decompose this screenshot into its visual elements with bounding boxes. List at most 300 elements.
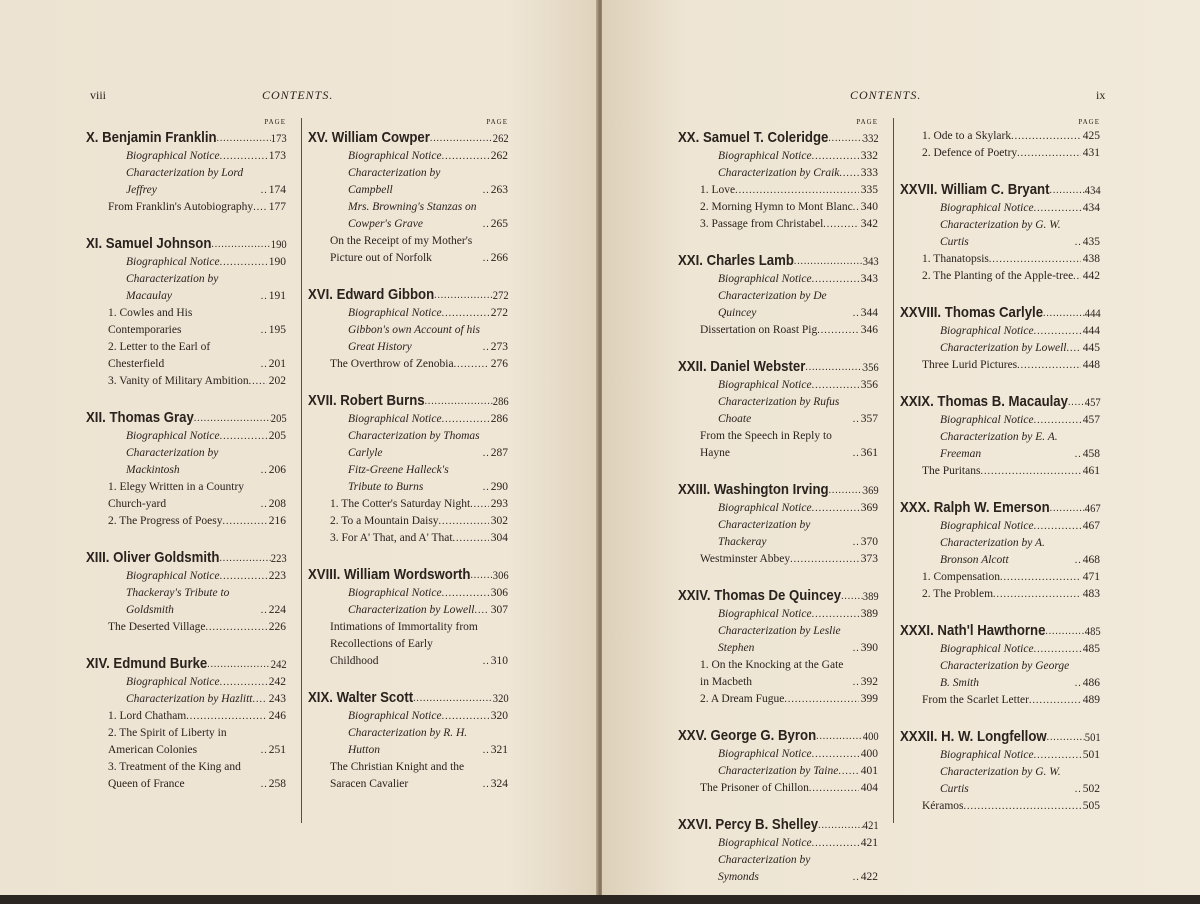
dot-leader — [816, 726, 863, 746]
dot-leader — [439, 513, 489, 530]
dot-leader — [805, 357, 862, 377]
dot-leader — [812, 835, 859, 852]
entry-title: Three Lurid Pictures — [922, 359, 1018, 371]
contents-entry — [678, 500, 878, 517]
contents-entry — [308, 513, 508, 530]
dot-leader — [253, 199, 267, 216]
dot-leader — [1034, 323, 1081, 340]
dot-leader — [812, 746, 859, 763]
contents-entry — [900, 251, 1100, 268]
right-page — [602, 0, 1200, 895]
contents-entry — [86, 339, 286, 373]
entry-title: Biographical Notice — [940, 325, 1034, 337]
entry-title: Characterization by G. W. Curtis — [940, 766, 1061, 795]
dot-leader — [989, 251, 1081, 268]
contents-entry — [678, 216, 878, 233]
dot-leader — [1034, 412, 1081, 429]
dot-leader — [1068, 392, 1085, 412]
entry-page: 370 — [860, 536, 878, 548]
section-title: XX. Samuel T. Coleridge — [678, 129, 829, 146]
entry-title: 3. Passage from Christabel — [700, 218, 824, 230]
contents-entry — [678, 606, 878, 623]
dot-leader — [812, 148, 859, 165]
section-title: XIV. Edmund Burke — [86, 655, 208, 672]
contents-entry — [86, 585, 286, 619]
contents-entry — [86, 568, 286, 585]
dot-leader — [829, 480, 863, 500]
contents-section — [678, 251, 878, 339]
contents-entry — [900, 128, 1100, 145]
entry-title: Characterization by Lord Jeffrey — [126, 167, 244, 196]
page-title: CONTENTS. — [850, 88, 922, 102]
entry-page: 208 — [268, 498, 286, 510]
dot-leader — [841, 586, 863, 606]
entry-page: 346 — [860, 324, 878, 336]
contents-section — [308, 128, 508, 267]
contents-entry — [308, 759, 508, 793]
section-page: 286 — [492, 394, 509, 408]
entry-page: 306 — [490, 587, 508, 599]
section-title: XIX. Walter Scott — [308, 689, 414, 706]
dot-leader — [838, 763, 858, 780]
entry-title: Biographical Notice — [718, 608, 812, 620]
contents-entry — [308, 356, 508, 373]
section-page: 356 — [862, 360, 879, 374]
contents-entry — [86, 271, 286, 305]
entry-title: Characterization by George B. Smith — [940, 660, 1070, 689]
section-heading — [86, 128, 287, 148]
entry-page: 392 — [860, 676, 878, 688]
entry-title: Characterization by G. W. Curtis — [940, 219, 1061, 248]
contents-entry — [86, 445, 286, 479]
section-page: 457 — [1084, 395, 1101, 409]
dot-leader — [205, 619, 266, 636]
section-title: XIII. Oliver Goldsmith — [86, 549, 220, 566]
contents-entry — [86, 199, 286, 216]
section-page: 389 — [862, 589, 879, 603]
entry-title: Characterization by Rufus Choate — [718, 396, 840, 425]
entry-title: Characterization by Lowell — [348, 604, 475, 616]
entry-page: 471 — [1082, 571, 1100, 583]
entry-title: Biographical Notice — [940, 643, 1034, 655]
dot-leader — [812, 606, 859, 623]
contents-entry — [308, 428, 508, 462]
dot-leader — [442, 148, 489, 165]
section-heading — [86, 408, 287, 428]
entry-page: 445 — [1082, 342, 1100, 354]
contents-entry — [308, 322, 508, 356]
dot-leader — [1017, 357, 1081, 374]
contents-entry — [900, 641, 1100, 658]
entry-page: 404 — [860, 782, 878, 794]
dot-leader — [1034, 747, 1081, 764]
entry-title: Biographical Notice — [348, 150, 442, 162]
dot-leader — [1029, 692, 1081, 709]
page-column-header: PAGE — [486, 118, 508, 126]
entry-title: Characterization by Mackintosh — [126, 447, 219, 476]
entry-page: 205 — [268, 430, 286, 442]
contents-entry — [86, 619, 286, 636]
entry-page: 273 — [490, 341, 508, 353]
section-title: XXIX. Thomas B. Macaulay — [900, 393, 1068, 410]
section-title: XII. Thomas Gray — [86, 409, 194, 426]
contents-section — [900, 498, 1100, 603]
section-page: 467 — [1084, 501, 1101, 515]
entry-title: Biographical Notice — [348, 587, 442, 599]
dot-leader — [1000, 569, 1081, 586]
section-title: XVI. Edward Gibbon — [308, 286, 435, 303]
contents-entry — [678, 517, 878, 551]
contents-section — [86, 548, 286, 636]
entry-title: Biographical Notice — [940, 414, 1034, 426]
column-rule — [893, 118, 894, 823]
entry-page: 422 — [860, 871, 878, 883]
section-heading — [678, 586, 879, 606]
entry-title: 2. To a Mountain Daisy — [330, 515, 439, 527]
contents-entry — [308, 305, 508, 322]
dot-leader — [817, 322, 859, 339]
entry-title: Characterization by Leslie Stephen — [718, 625, 841, 654]
entry-page: 369 — [860, 502, 878, 514]
contents-column — [308, 118, 508, 811]
dot-leader — [442, 411, 489, 428]
dot-leader — [790, 551, 859, 568]
dot-leader — [186, 708, 267, 725]
section-heading — [678, 480, 879, 500]
entry-page: 174 — [268, 184, 286, 196]
entry-title: The Prisoner of Chillon — [700, 782, 809, 794]
entry-title: Mrs. Browning's Stanzas on Cowper's Grave — [348, 201, 477, 230]
dot-leader — [217, 128, 271, 148]
contents-entry — [900, 429, 1100, 463]
dot-leader — [211, 234, 270, 254]
contents-entry — [86, 691, 286, 708]
dot-leader — [812, 500, 859, 517]
section-heading — [86, 548, 287, 568]
entry-page: 266 — [490, 252, 508, 264]
contents-entry — [678, 271, 878, 288]
dot-leader — [1017, 145, 1081, 162]
contents-section — [678, 357, 878, 462]
entry-page: 226 — [268, 621, 286, 633]
entry-page: 173 — [268, 150, 286, 162]
entry-title: 1. Cowles and His Contemporaries — [108, 307, 193, 336]
entry-page: 458 — [1082, 448, 1100, 460]
contents-entry — [678, 199, 878, 216]
contents-entry — [900, 535, 1100, 569]
contents-entry — [678, 852, 878, 886]
dot-leader — [207, 654, 271, 674]
entry-title: On the Receipt of my Mother's Picture out of Norfolk — [330, 235, 473, 264]
entry-title: Biographical Notice — [126, 676, 220, 688]
section-heading — [86, 654, 287, 674]
contents-section — [678, 726, 878, 797]
entry-title: 2. The Problem — [922, 588, 994, 600]
left-page — [0, 0, 598, 895]
contents-section — [678, 480, 878, 568]
section-page: 400 — [862, 729, 879, 743]
entry-title: 2. The Planting of the Apple-tree — [922, 270, 1074, 282]
contents-entry — [900, 747, 1100, 764]
dot-leader — [430, 128, 493, 148]
entry-title: Characterization by Hazlitt — [126, 693, 253, 705]
entry-title: 1. Ode to a Skylark — [922, 130, 1012, 142]
section-page: 434 — [1084, 183, 1101, 197]
section-page: 262 — [492, 131, 509, 145]
contents-entry — [900, 764, 1100, 798]
entry-page: 483 — [1082, 588, 1100, 600]
entry-page: 444 — [1082, 325, 1100, 337]
entry-title: Fitz-Greene Halleck's Tribute to Burns — [348, 464, 449, 493]
entry-page: 486 — [1082, 677, 1100, 689]
dot-leader — [442, 708, 489, 725]
entry-title: 2. The Progress of Poesy — [108, 515, 223, 527]
contents-entry — [678, 551, 878, 568]
entry-title: From the Scarlet Letter — [922, 694, 1029, 706]
contents-entry — [86, 165, 286, 199]
entry-title: Characterization by E. A. Freeman — [940, 431, 1058, 460]
dot-leader — [253, 691, 267, 708]
contents-section — [308, 565, 508, 670]
contents-entry — [86, 254, 286, 271]
section-heading — [900, 727, 1101, 747]
entry-page: 431 — [1082, 147, 1100, 159]
contents-entry — [900, 412, 1100, 429]
page-title: CONTENTS. — [262, 88, 334, 102]
contents-entry — [900, 658, 1100, 692]
section-heading — [678, 815, 879, 835]
dot-leader — [425, 391, 493, 411]
dot-leader — [964, 798, 1081, 815]
entry-page: 457 — [1082, 414, 1100, 426]
section-page: 332 — [862, 131, 879, 145]
entry-title: The Puritans — [922, 465, 981, 477]
entry-page: 263 — [490, 184, 508, 196]
section-heading — [900, 392, 1101, 412]
contents-entry — [86, 428, 286, 445]
dot-leader — [1073, 268, 1081, 285]
entry-page: 343 — [860, 273, 878, 285]
contents-section — [900, 621, 1100, 709]
section-title: XXX. Ralph W. Emerson — [900, 499, 1050, 516]
contents-entry — [308, 530, 508, 547]
entry-title: 2. The Spirit of Liberty in American Colonies — [108, 727, 227, 756]
contents-entry — [678, 322, 878, 339]
contents-section — [308, 688, 508, 793]
entry-title: 1. Compensation — [922, 571, 1000, 583]
section-page: 343 — [862, 254, 879, 268]
entry-title: Characterization by Craik — [718, 167, 840, 179]
contents-entry — [900, 323, 1100, 340]
dot-leader — [1045, 621, 1084, 641]
section-title: XXXI. Nath'l Hawthorne — [900, 622, 1046, 639]
contents-entry — [900, 692, 1100, 709]
section-page: 485 — [1084, 624, 1101, 638]
dot-leader — [839, 165, 858, 182]
contents-section — [86, 234, 286, 390]
dot-leader — [1050, 180, 1085, 200]
entry-title: Biographical Notice — [348, 413, 442, 425]
contents-entry — [678, 394, 878, 428]
dot-leader — [219, 548, 270, 568]
entry-title: Dissertation on Roast Pig — [700, 324, 818, 336]
contents-section — [900, 180, 1100, 285]
contents-entry — [900, 268, 1100, 285]
section-title: XXVIII. Thomas Carlyle — [900, 304, 1044, 321]
dot-leader — [454, 356, 489, 373]
entry-title: Biographical Notice — [126, 430, 220, 442]
dot-leader — [735, 182, 859, 199]
entry-title: 3. Treatment of the King and Queen of France — [108, 761, 241, 790]
section-title: XXV. George G. Byron — [678, 727, 817, 744]
entry-title: Characterization by Symonds — [718, 854, 811, 883]
page-number: ix — [1096, 88, 1106, 102]
dot-leader — [475, 602, 489, 619]
section-heading — [86, 234, 287, 254]
entry-title: Characterization by R. H. Hutton — [348, 727, 468, 756]
contents-entry — [86, 148, 286, 165]
entry-title: Characterization by Lowell — [940, 342, 1067, 354]
column-rule — [301, 118, 302, 823]
contents-section — [86, 408, 286, 530]
entry-page: 307 — [490, 604, 508, 616]
entry-title: Biographical Notice — [718, 837, 812, 849]
entry-title: Biographical Notice — [718, 150, 812, 162]
contents-entry — [678, 623, 878, 657]
entry-title: Characterization by Campbell — [348, 167, 441, 196]
section-page: 369 — [862, 483, 879, 497]
entry-title: Biographical Notice — [940, 202, 1034, 214]
dot-leader — [828, 128, 862, 148]
contents-entry — [308, 725, 508, 759]
entry-title: Biographical Notice — [940, 520, 1034, 532]
contents-entry — [308, 233, 508, 267]
contents-section — [86, 654, 286, 793]
section-title: XXII. Daniel Webster — [678, 358, 806, 375]
entry-title: Biographical Notice — [126, 570, 220, 582]
dot-leader — [1034, 641, 1081, 658]
entry-page: 202 — [268, 375, 286, 387]
entry-title: 1. The Cotter's Saturday Night — [330, 498, 471, 510]
entry-page: 340 — [860, 201, 878, 213]
entry-title: Characterization by Thomas Carlyle — [348, 430, 480, 459]
entry-page: 224 — [268, 604, 286, 616]
entry-page: 421 — [860, 837, 878, 849]
entry-page: 310 — [490, 655, 508, 667]
dot-leader — [194, 408, 271, 428]
entry-page: 467 — [1082, 520, 1100, 532]
contents-entry — [678, 165, 878, 182]
contents-entry — [900, 518, 1100, 535]
entry-page: 425 — [1082, 130, 1100, 142]
dot-leader — [222, 513, 266, 530]
dot-leader — [413, 688, 493, 708]
entry-page: 390 — [860, 642, 878, 654]
entry-title: Biographical Notice — [348, 710, 442, 722]
contents-column — [900, 118, 1100, 833]
dot-leader — [453, 530, 489, 547]
section-heading — [308, 391, 509, 411]
dot-leader — [993, 586, 1081, 603]
section-page: 223 — [270, 551, 287, 565]
contents-section — [900, 128, 1100, 162]
contents-entry — [678, 377, 878, 394]
contents-entry — [678, 763, 878, 780]
section-heading — [308, 285, 509, 305]
entry-page: 332 — [860, 150, 878, 162]
entry-title: Biographical Notice — [126, 256, 220, 268]
entry-page: 344 — [860, 307, 878, 319]
contents-entry — [678, 288, 878, 322]
entry-page: 357 — [860, 413, 878, 425]
dot-leader — [470, 565, 492, 585]
page-column-header: PAGE — [1078, 118, 1100, 126]
entry-page: 342 — [860, 218, 878, 230]
contents-entry — [900, 586, 1100, 603]
entry-title: 3. Vanity of Military Ambition — [108, 375, 249, 387]
contents-entry — [86, 674, 286, 691]
contents-entry — [86, 759, 286, 793]
contents-entry — [86, 305, 286, 339]
section-page: 444 — [1084, 306, 1101, 320]
contents-entry — [308, 602, 508, 619]
dot-leader — [818, 815, 863, 835]
entry-page: 243 — [268, 693, 286, 705]
entry-title: Biographical Notice — [718, 273, 812, 285]
contents-entry — [86, 513, 286, 530]
entry-page: 246 — [268, 710, 286, 722]
entry-title: Thackeray's Tribute to Goldsmith — [126, 587, 230, 616]
contents-entry — [900, 145, 1100, 162]
dot-leader — [442, 305, 489, 322]
contents-entry — [308, 708, 508, 725]
contents-entry — [900, 340, 1100, 357]
contents-entry — [678, 780, 878, 797]
entry-page: 191 — [268, 290, 286, 302]
dot-leader — [1067, 340, 1081, 357]
contents-entry — [900, 569, 1100, 586]
section-heading — [678, 128, 879, 148]
contents-entry — [86, 373, 286, 390]
dot-leader — [1050, 498, 1085, 518]
entry-title: 3. For A' That, and A' That — [330, 532, 453, 544]
entry-page: 258 — [268, 778, 286, 790]
entry-title: Biographical Notice — [126, 150, 220, 162]
entry-title: Characterization by A. Bronson Alcott — [940, 537, 1045, 566]
entry-page: 321 — [490, 744, 508, 756]
dot-leader — [1034, 518, 1081, 535]
entry-title: The Christian Knight and the Saracen Cavalier — [330, 761, 465, 790]
section-page: 173 — [270, 131, 287, 145]
contents-section — [308, 285, 508, 373]
entry-page: 320 — [490, 710, 508, 722]
entry-page: 399 — [860, 693, 878, 705]
section-heading — [900, 498, 1101, 518]
entry-page: 265 — [490, 218, 508, 230]
entry-page: 302 — [490, 515, 508, 527]
contents-entry — [900, 200, 1100, 217]
section-heading — [308, 565, 509, 585]
dot-leader — [470, 496, 489, 513]
section-page: 205 — [270, 411, 287, 425]
entry-title: Kéramos — [922, 800, 964, 812]
entry-title: 2. Defence of Poetry — [922, 147, 1018, 159]
dot-leader — [1043, 303, 1085, 323]
contents-section — [678, 815, 878, 886]
contents-entry — [308, 411, 508, 428]
section-page: 190 — [270, 237, 287, 251]
section-heading — [678, 251, 879, 271]
